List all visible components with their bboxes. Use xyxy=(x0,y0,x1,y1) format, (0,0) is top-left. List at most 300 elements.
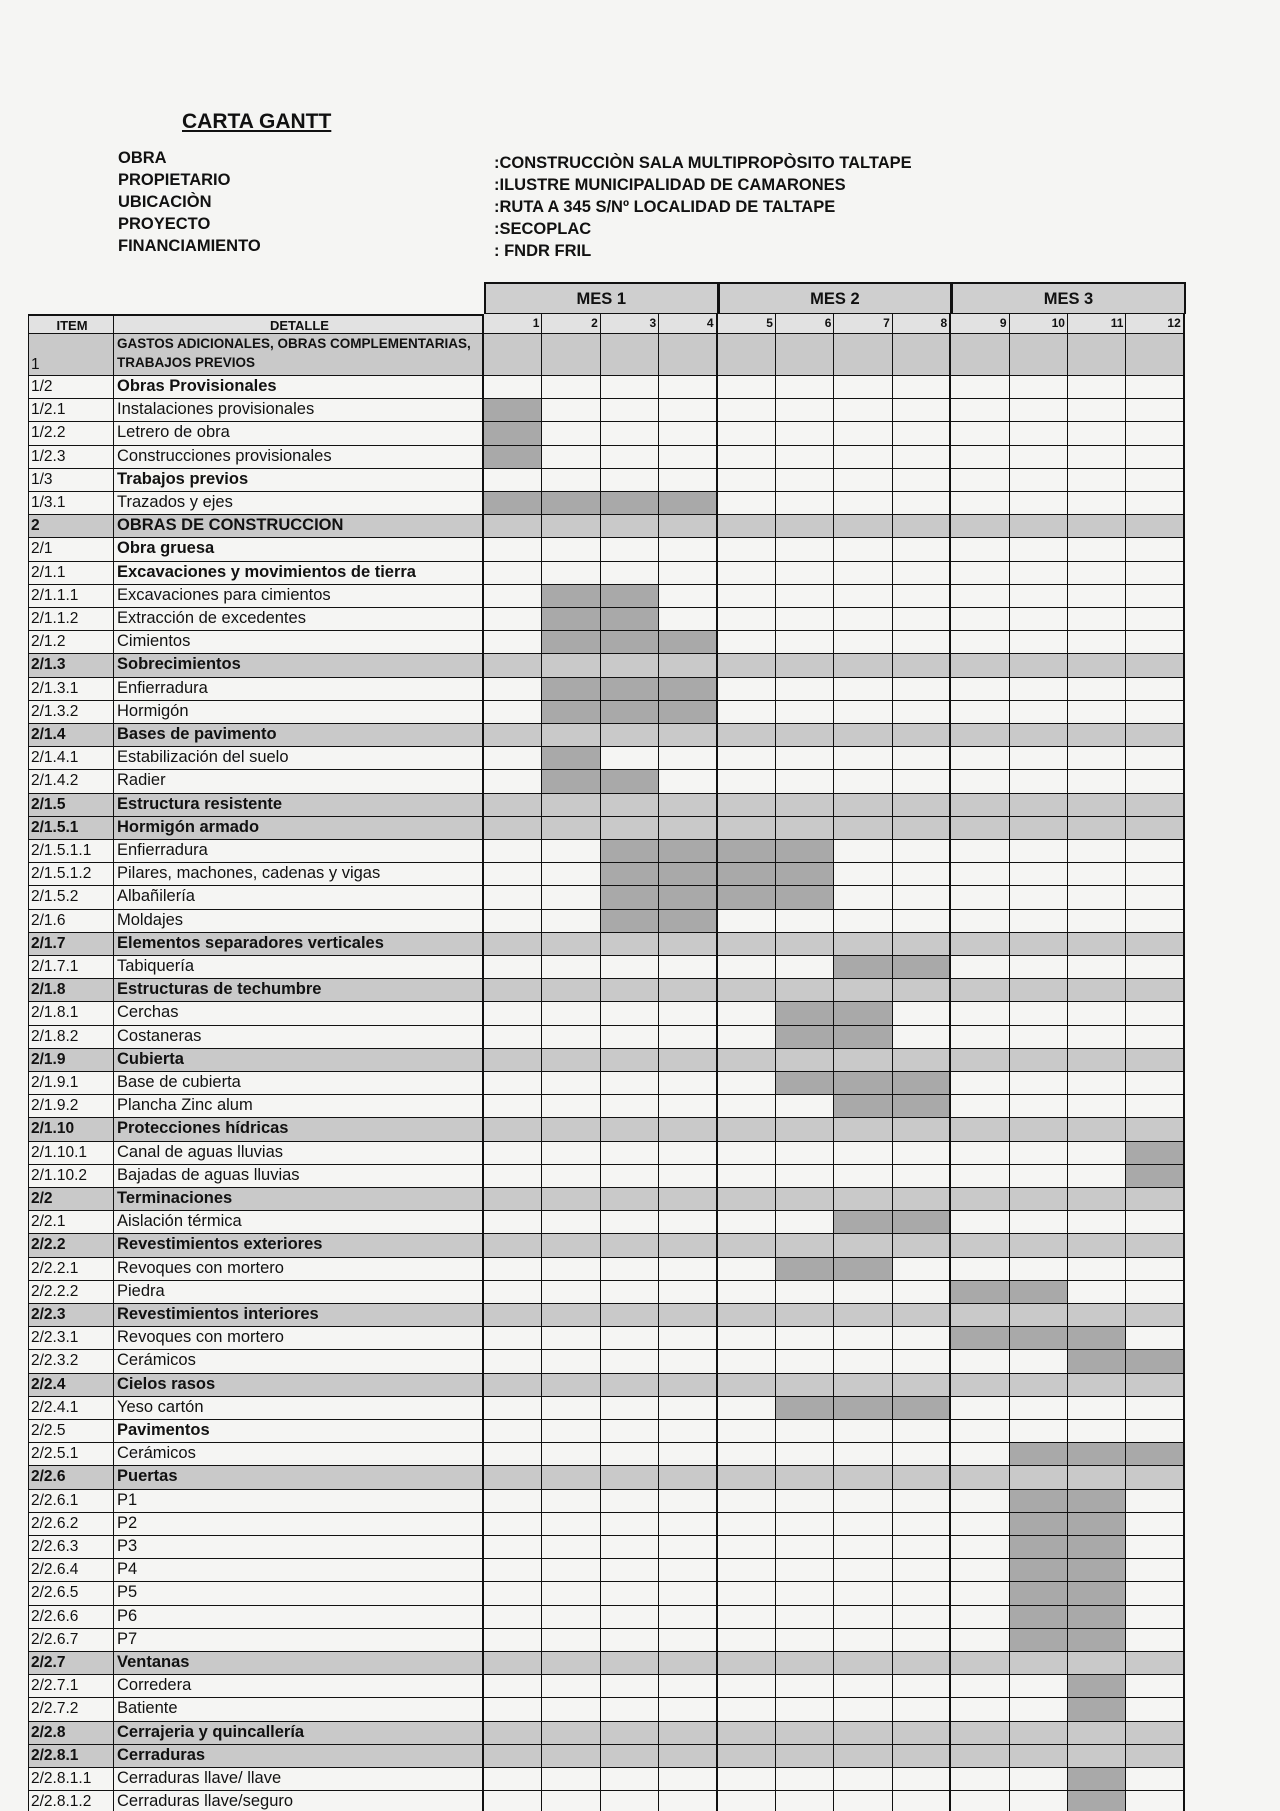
info-label-proyecto: PROYECTO xyxy=(118,215,211,233)
item-code: 2/2.7.1 xyxy=(28,1675,114,1698)
week-cell xyxy=(601,1350,659,1373)
week-cell xyxy=(893,1420,951,1443)
week-cell xyxy=(542,1327,600,1350)
week-cell xyxy=(542,956,600,979)
week-cell xyxy=(659,1722,717,1745)
week-cell xyxy=(484,1234,542,1257)
week-number: 7 xyxy=(834,314,892,334)
week-cell xyxy=(1068,1652,1126,1675)
item-detail: Obras Provisionales xyxy=(114,376,484,399)
week-cell xyxy=(659,562,717,585)
item-code: 2/2.7 xyxy=(28,1652,114,1675)
item-detail: Aislación térmica xyxy=(114,1211,484,1234)
week-cell xyxy=(893,469,951,492)
gantt-bar xyxy=(1068,1490,1126,1513)
week-cell xyxy=(1068,1072,1126,1095)
week-cell xyxy=(484,1211,542,1234)
week-cell xyxy=(951,1698,1009,1721)
item-detail: Obra gruesa xyxy=(114,538,484,561)
week-cell xyxy=(776,585,834,608)
month-header: MES 3 xyxy=(951,282,1186,314)
week-cell xyxy=(1010,1652,1068,1675)
week-cell xyxy=(776,422,834,445)
info-label-obra: OBRA xyxy=(118,149,167,167)
week-cell xyxy=(659,1698,717,1721)
week-cell xyxy=(1126,1675,1184,1698)
gantt-bar xyxy=(1126,1443,1184,1466)
week-cell xyxy=(484,1281,542,1304)
week-cell xyxy=(1010,1350,1068,1373)
week-cell xyxy=(834,1559,892,1582)
week-cell xyxy=(893,422,951,445)
week-cell xyxy=(951,562,1009,585)
item-code: 1/2.1 xyxy=(28,399,114,422)
gantt-bar xyxy=(1010,1606,1068,1629)
week-cell xyxy=(1126,1002,1184,1025)
week-number: 6 xyxy=(776,314,834,334)
week-cell xyxy=(951,654,1009,677)
week-cell xyxy=(1010,1374,1068,1397)
item-code: 2/2.4.1 xyxy=(28,1397,114,1420)
week-cell xyxy=(893,1652,951,1675)
week-cell xyxy=(1068,933,1126,956)
week-cell xyxy=(601,747,659,770)
week-cell xyxy=(542,817,600,840)
week-cell xyxy=(893,1698,951,1721)
item-detail: Cimientos xyxy=(114,631,484,654)
week-cell xyxy=(484,678,542,701)
week-cell xyxy=(542,1490,600,1513)
week-cell xyxy=(718,1049,776,1072)
week-cell xyxy=(951,1374,1009,1397)
week-cell xyxy=(542,422,600,445)
week-cell xyxy=(1010,678,1068,701)
week-cell xyxy=(1068,678,1126,701)
week-cell xyxy=(1126,1420,1184,1443)
week-cell xyxy=(484,956,542,979)
week-cell xyxy=(718,1466,776,1489)
item-detail: Trabajos previos xyxy=(114,469,484,492)
item-detail: Puertas xyxy=(114,1466,484,1489)
week-cell xyxy=(834,399,892,422)
gantt-bar xyxy=(1068,1350,1126,1373)
week-cell xyxy=(718,585,776,608)
week-cell xyxy=(659,1188,717,1211)
item-code: 2/2.4 xyxy=(28,1374,114,1397)
week-cell xyxy=(1010,863,1068,886)
week-cell xyxy=(1126,1745,1184,1768)
week-cell xyxy=(1126,1327,1184,1350)
week-cell xyxy=(776,1629,834,1652)
week-cell xyxy=(484,515,542,538)
week-cell xyxy=(659,334,717,376)
week-cell xyxy=(1010,1142,1068,1165)
week-cell xyxy=(542,910,600,933)
item-code: 1 xyxy=(28,334,114,376)
week-cell xyxy=(601,1049,659,1072)
week-cell xyxy=(1068,979,1126,1002)
week-cell xyxy=(776,562,834,585)
week-cell xyxy=(1010,1165,1068,1188)
week-cell xyxy=(659,1559,717,1582)
week-cell xyxy=(834,1420,892,1443)
week-cell xyxy=(1010,1745,1068,1768)
item-detail: Yeso cartón xyxy=(114,1397,484,1420)
week-cell xyxy=(776,515,834,538)
week-cell xyxy=(834,1049,892,1072)
week-cell xyxy=(776,1675,834,1698)
table-row xyxy=(28,515,1193,538)
week-cell xyxy=(484,469,542,492)
week-cell xyxy=(542,1606,600,1629)
gantt-bar xyxy=(1126,1165,1184,1188)
week-cell xyxy=(718,376,776,399)
week-cell xyxy=(542,1513,600,1536)
item-code: 2/1 xyxy=(28,538,114,561)
item-code: 1/2.3 xyxy=(28,446,114,469)
week-cell xyxy=(542,1675,600,1698)
week-cell xyxy=(601,446,659,469)
info-value-proyecto: :SECOPLAC xyxy=(494,220,592,238)
gantt-bar xyxy=(601,608,659,631)
gantt-bar xyxy=(542,747,600,770)
week-cell xyxy=(542,1234,600,1257)
week-cell xyxy=(1126,817,1184,840)
week-cell xyxy=(951,515,1009,538)
week-cell xyxy=(893,1026,951,1049)
week-cell xyxy=(484,1768,542,1791)
week-cell xyxy=(659,1466,717,1489)
week-cell xyxy=(718,1698,776,1721)
week-cell xyxy=(542,538,600,561)
week-cell xyxy=(1010,446,1068,469)
week-cell xyxy=(1126,515,1184,538)
week-cell xyxy=(718,515,776,538)
week-cell xyxy=(1126,1234,1184,1257)
week-cell xyxy=(484,1652,542,1675)
week-cell xyxy=(1126,863,1184,886)
week-cell xyxy=(1068,1026,1126,1049)
week-cell xyxy=(718,817,776,840)
item-detail: Batiente xyxy=(114,1698,484,1721)
week-cell xyxy=(893,1722,951,1745)
gantt-bar xyxy=(1010,1513,1068,1536)
week-cell xyxy=(1010,1698,1068,1721)
week-cell xyxy=(1010,1466,1068,1489)
week-cell xyxy=(1126,1397,1184,1420)
gantt-bar xyxy=(1068,1675,1126,1698)
week-cell xyxy=(893,334,951,376)
week-cell xyxy=(542,1095,600,1118)
week-cell xyxy=(893,1606,951,1629)
week-cell xyxy=(542,1397,600,1420)
info-labels xyxy=(118,147,261,257)
table-row xyxy=(28,1745,1193,1768)
item-detail: Bases de pavimento xyxy=(114,724,484,747)
week-cell xyxy=(951,422,1009,445)
week-cell xyxy=(1010,1304,1068,1327)
week-cell xyxy=(484,1722,542,1745)
week-cell xyxy=(951,608,1009,631)
gantt-bar xyxy=(718,840,776,863)
week-cell xyxy=(601,1397,659,1420)
week-cell xyxy=(1126,1188,1184,1211)
week-cell xyxy=(718,469,776,492)
table-row xyxy=(28,863,1193,886)
week-cell xyxy=(601,1606,659,1629)
week-cell xyxy=(718,1165,776,1188)
week-cell xyxy=(718,492,776,515)
item-code: 2/2.6.3 xyxy=(28,1536,114,1559)
gantt-bar xyxy=(776,1397,834,1420)
week-cell xyxy=(951,1490,1009,1513)
week-cell xyxy=(776,1443,834,1466)
week-cell xyxy=(1068,654,1126,677)
week-cell xyxy=(1068,724,1126,747)
item-detail: P1 xyxy=(114,1490,484,1513)
gantt-bar xyxy=(1068,1536,1126,1559)
gantt-bar xyxy=(1126,1350,1184,1373)
item-detail: Base de cubierta xyxy=(114,1072,484,1095)
info-value-financiamiento: : FNDR FRIL xyxy=(494,242,592,260)
table-row xyxy=(28,1072,1193,1095)
week-cell xyxy=(601,1327,659,1350)
week-cell xyxy=(893,1466,951,1489)
table-row xyxy=(28,334,1193,376)
week-cell xyxy=(659,469,717,492)
week-cell xyxy=(834,1629,892,1652)
gantt-bar xyxy=(601,631,659,654)
week-cell xyxy=(659,724,717,747)
week-cell xyxy=(484,1188,542,1211)
week-cell xyxy=(776,1490,834,1513)
gantt-bar xyxy=(659,886,717,909)
week-cell xyxy=(951,376,1009,399)
item-detail: Bajadas de aguas lluvias xyxy=(114,1165,484,1188)
week-cell xyxy=(834,678,892,701)
week-cell xyxy=(1010,770,1068,793)
gantt-bar xyxy=(834,1072,892,1095)
week-cell xyxy=(834,1582,892,1605)
week-cell xyxy=(1068,422,1126,445)
item-code: 2/1.8.1 xyxy=(28,1002,114,1025)
week-cell xyxy=(893,1374,951,1397)
week-cell xyxy=(718,538,776,561)
week-cell xyxy=(718,1072,776,1095)
week-cell xyxy=(484,979,542,1002)
item-code: 2/1.10 xyxy=(28,1118,114,1141)
week-cell xyxy=(1010,979,1068,1002)
week-cell xyxy=(834,1513,892,1536)
week-cell xyxy=(1010,1234,1068,1257)
week-cell xyxy=(718,1281,776,1304)
item-code: 2/2.5.1 xyxy=(28,1443,114,1466)
week-cell xyxy=(893,724,951,747)
item-detail: Estabilización del suelo xyxy=(114,747,484,770)
week-cell xyxy=(542,1722,600,1745)
week-cell xyxy=(1126,979,1184,1002)
gantt-bar xyxy=(542,608,600,631)
gantt-bar xyxy=(893,1397,951,1420)
week-cell xyxy=(659,1211,717,1234)
item-detail: GASTOS ADICIONALES, OBRAS COMPLEMENTARIAS, TRABAJOS PREVIOS xyxy=(114,334,484,376)
gantt-bar xyxy=(659,492,717,515)
item-code: 2/2.8.1.1 xyxy=(28,1768,114,1791)
week-cell xyxy=(659,1026,717,1049)
week-cell xyxy=(542,1049,600,1072)
week-cell xyxy=(601,1165,659,1188)
week-cell xyxy=(484,1072,542,1095)
week-cell xyxy=(484,1698,542,1721)
week-cell xyxy=(1010,1026,1068,1049)
week-cell xyxy=(834,1374,892,1397)
week-cell xyxy=(893,1281,951,1304)
week-cell xyxy=(834,1142,892,1165)
item-detail: Corredera xyxy=(114,1675,484,1698)
week-cell xyxy=(951,1095,1009,1118)
week-cell xyxy=(484,654,542,677)
week-cell xyxy=(601,1281,659,1304)
week-cell xyxy=(542,1350,600,1373)
week-cell xyxy=(893,1234,951,1257)
week-cell xyxy=(484,1420,542,1443)
week-cell xyxy=(834,1490,892,1513)
week-cell xyxy=(776,1606,834,1629)
week-cell xyxy=(659,1234,717,1257)
week-cell xyxy=(951,585,1009,608)
week-cell xyxy=(484,1559,542,1582)
week-cell xyxy=(1010,701,1068,724)
table-row xyxy=(28,1118,1193,1141)
gantt-bar xyxy=(542,492,600,515)
item-code: 2/1.8 xyxy=(28,979,114,1002)
week-cell xyxy=(1010,422,1068,445)
week-cell xyxy=(718,1606,776,1629)
week-cell xyxy=(776,1698,834,1721)
week-number: 12 xyxy=(1126,314,1184,334)
week-cell xyxy=(601,1629,659,1652)
week-cell xyxy=(776,469,834,492)
week-cell xyxy=(893,1327,951,1350)
week-cell xyxy=(1068,1374,1126,1397)
week-cell xyxy=(601,1559,659,1582)
week-cell xyxy=(776,1304,834,1327)
table-row xyxy=(28,701,1193,724)
week-cell xyxy=(542,1420,600,1443)
gantt-bar xyxy=(718,863,776,886)
week-cell xyxy=(484,334,542,376)
week-cell xyxy=(1068,1118,1126,1141)
week-cell xyxy=(601,1745,659,1768)
week-cell xyxy=(718,1745,776,1768)
week-cell xyxy=(659,1095,717,1118)
week-cell xyxy=(718,1188,776,1211)
week-cell xyxy=(1010,933,1068,956)
week-cell xyxy=(951,1466,1009,1489)
item-detail: Cerraduras xyxy=(114,1745,484,1768)
week-cell xyxy=(659,1629,717,1652)
gantt-bar xyxy=(542,585,600,608)
table-row xyxy=(28,1095,1193,1118)
week-cell xyxy=(776,1118,834,1141)
week-cell xyxy=(1068,446,1126,469)
week-cell xyxy=(659,422,717,445)
week-cell xyxy=(718,1374,776,1397)
week-cell xyxy=(893,701,951,724)
gantt-bar xyxy=(659,910,717,933)
gantt-bar xyxy=(1010,1490,1068,1513)
week-cell xyxy=(834,817,892,840)
week-cell xyxy=(718,1791,776,1811)
item-code: 2/2.2.2 xyxy=(28,1281,114,1304)
week-cell xyxy=(601,1118,659,1141)
week-cell xyxy=(484,1629,542,1652)
week-cell xyxy=(718,770,776,793)
week-cell xyxy=(601,334,659,376)
week-cell xyxy=(951,1350,1009,1373)
week-cell xyxy=(1010,334,1068,376)
item-detail: Ventanas xyxy=(114,1652,484,1675)
week-cell xyxy=(659,933,717,956)
week-cell xyxy=(718,1768,776,1791)
week-cell xyxy=(1068,585,1126,608)
gantt-bar xyxy=(542,631,600,654)
week-cell xyxy=(834,631,892,654)
week-cell xyxy=(1126,538,1184,561)
item-code: 2/1.2 xyxy=(28,631,114,654)
week-cell xyxy=(601,724,659,747)
week-cell xyxy=(659,376,717,399)
week-cell xyxy=(601,1791,659,1811)
week-cell xyxy=(834,1466,892,1489)
table-row xyxy=(28,910,1193,933)
table-row xyxy=(28,747,1193,770)
week-cell xyxy=(893,376,951,399)
week-cell xyxy=(484,1490,542,1513)
week-cell xyxy=(601,1258,659,1281)
week-cell xyxy=(776,446,834,469)
week-cell xyxy=(1068,515,1126,538)
table-row xyxy=(28,1490,1193,1513)
table-row xyxy=(28,817,1193,840)
item-code: 2/2 xyxy=(28,1188,114,1211)
gantt-bar xyxy=(834,1002,892,1025)
week-cell xyxy=(601,817,659,840)
week-cell xyxy=(542,1072,600,1095)
table-row xyxy=(28,1327,1193,1350)
item-code: 2/1.3.2 xyxy=(28,701,114,724)
week-cell xyxy=(776,399,834,422)
week-cell xyxy=(718,794,776,817)
week-cell xyxy=(542,1652,600,1675)
week-cell xyxy=(542,515,600,538)
table-row xyxy=(28,840,1193,863)
week-cell xyxy=(776,1095,834,1118)
week-cell xyxy=(718,608,776,631)
week-cell xyxy=(834,747,892,770)
week-cell xyxy=(1010,840,1068,863)
week-cell xyxy=(893,678,951,701)
week-cell xyxy=(893,608,951,631)
week-cell xyxy=(951,1629,1009,1652)
item-detail: Revestimientos interiores xyxy=(114,1304,484,1327)
week-cell xyxy=(484,631,542,654)
week-cell xyxy=(1010,562,1068,585)
item-detail: Extracción de excedentes xyxy=(114,608,484,631)
week-cell xyxy=(484,1002,542,1025)
week-cell xyxy=(601,1142,659,1165)
week-cell xyxy=(776,334,834,376)
